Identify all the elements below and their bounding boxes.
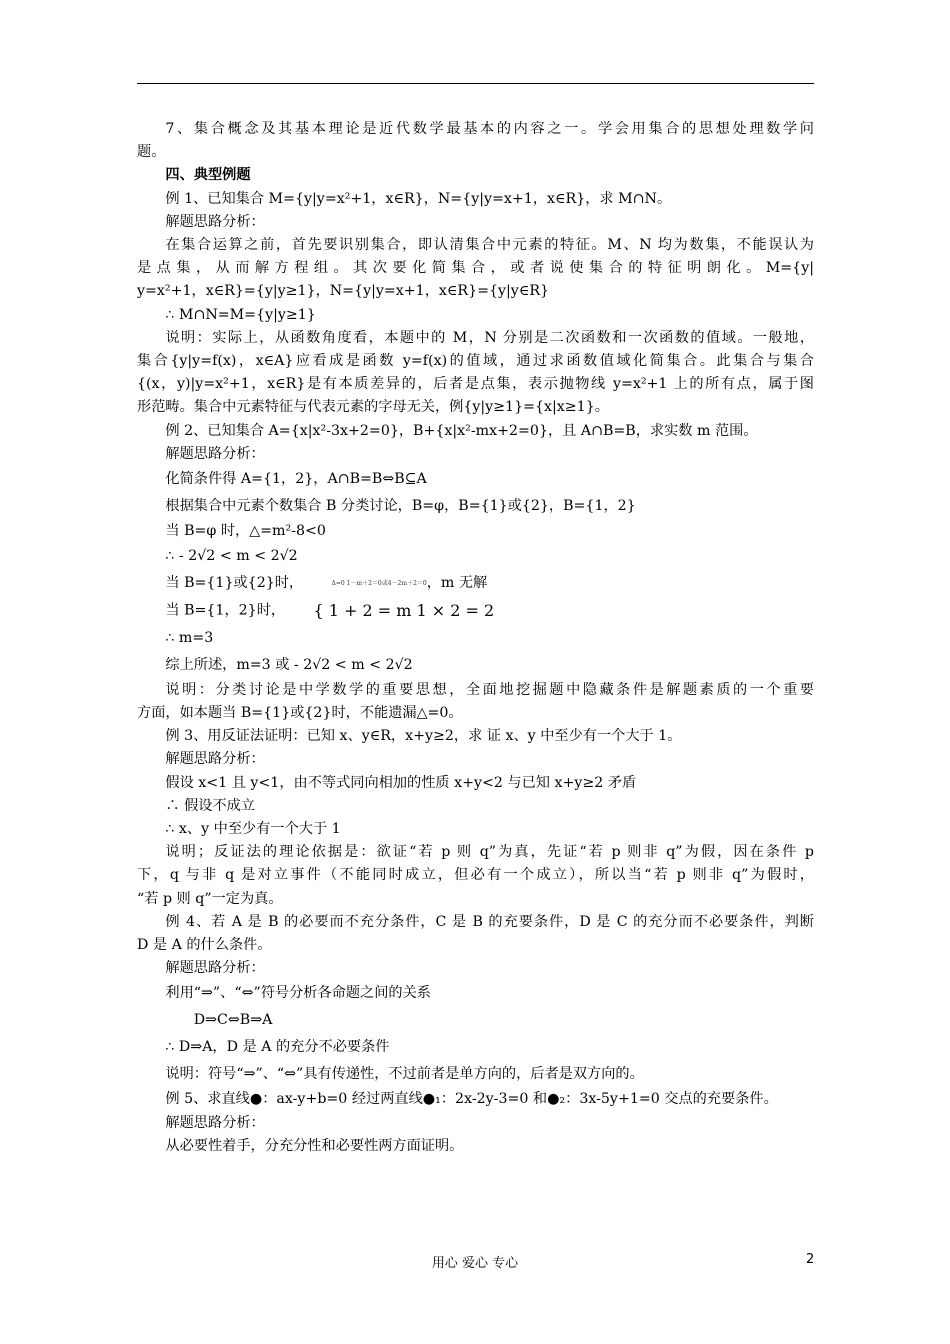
text-line-content: 从必要性着手，分充分性和必要性两方面证明。 — [165, 1137, 464, 1154]
text-line — [137, 570, 814, 597]
text-line — [137, 841, 814, 864]
text-line — [137, 493, 814, 520]
text-line-content: ∴ - 2√2 < m < 2√2 — [165, 548, 298, 565]
text-line — [137, 725, 814, 748]
text-line — [137, 420, 814, 443]
text-line-tail: ，m 无解 — [426, 575, 488, 592]
text-line-content: 综上所述，m=3 或 - 2√2 < m < 2√2 — [165, 656, 413, 673]
text-line-content: 集合{y|y=f(x)，x∈A}应看成是函数 y=f(x)的值域，通过求函数值域化简集合。此集合与集合 — [137, 353, 814, 370]
text-line — [137, 520, 814, 543]
inline-equation-small: Δ=0 1－m＋2＝0或4－2m＋2＝0 — [331, 579, 427, 587]
text-line-content: ∴ m=3 — [165, 629, 214, 646]
text-line-content: 形范畴。集合中元素特征与代表元素的字母无关，例{y|y≥1}={x|x≥1}。 — [137, 399, 609, 416]
text-line — [137, 1034, 814, 1061]
text-line-content: 假设 x<1 且 y<1，由不等式同向相加的性质 x+y<2 与已知 x+y≥2 矛盾 — [165, 774, 637, 791]
text-line — [137, 304, 814, 327]
text-line-content: 是点集，从而解方程组。其次要化简集合，或者说使集合的特征明朗化。M={y| — [137, 260, 814, 277]
text-line-content: 四、典型例题 — [165, 167, 251, 184]
text-line-content: 例 1、已知集合 M={y|y=x²+1，x∈R}，N={y|y=x+1，x∈R}，求 M∩N。 — [165, 190, 672, 207]
text-line — [137, 1061, 814, 1088]
text-line — [137, 1007, 814, 1034]
text-line-content: ∴ 假设不成立 — [165, 797, 256, 814]
text-line-content: 例 2、已知集合 A={x|x²-3x+2=0}，B+{x|x²-mx+2=0}，且 A∩B=B，求实数 m 范围。 — [165, 422, 758, 439]
text-line — [137, 702, 814, 725]
text-line — [137, 443, 814, 466]
text-line — [137, 818, 814, 841]
text-line — [137, 748, 814, 771]
text-line — [137, 373, 814, 396]
text-line — [137, 211, 814, 234]
text-line-content: ∴ M∩N=M={y|y≥1} — [165, 306, 316, 323]
text-line-content: 说明：实际上，从函数角度看，本题中的 M，N 分别是二次函数和一次函数的值域。一般地， — [165, 329, 814, 346]
text-line-content: 根据集合中元素个数集合 B 分类讨论，B=φ，B={1}或{2}，B={1，2} — [165, 498, 636, 515]
text-line-content: 题。 — [137, 144, 166, 161]
text-line — [137, 280, 814, 303]
text-line-content: 解题思路分析： — [165, 213, 265, 230]
text-line-content: 说明：符号“⇒”、“⇔”具有传递性，不过前者是单方向的，后者是双方向的。 — [165, 1066, 644, 1083]
text-line — [137, 466, 814, 493]
text-line-content: 7、集合概念及其基本理论是近代数学最基本的内容之一。学会用集合的思想处理数学问 — [165, 121, 814, 137]
text-line-content: 解题思路分析： — [165, 960, 265, 977]
text-line — [137, 652, 814, 679]
text-line — [137, 396, 814, 419]
text-line — [137, 164, 814, 187]
header-rule — [137, 83, 814, 84]
text-line-content: 方面，如本题当 B={1}或{2}时，不能遗漏△=0。 — [137, 704, 463, 721]
text-line — [137, 118, 814, 141]
text-line-content: “若 p 则 q”一定为真。 — [137, 890, 283, 907]
text-line-content: 解题思路分析： — [165, 445, 265, 462]
text-line-content: 当 B={1，2}时， — [165, 602, 286, 619]
text-line — [137, 957, 814, 980]
text-line-content: ∴ D⇒A，D 是 A 的充分不必要条件 — [165, 1039, 390, 1056]
text-line-content: D 是 A 的什么条件。 — [137, 936, 272, 953]
text-line — [137, 1112, 814, 1135]
text-line — [137, 888, 814, 911]
text-line-content: 解题思路分析： — [165, 1114, 265, 1131]
text-line — [137, 625, 814, 652]
text-line-content: 例 3、用反证法证明：已知 x、y∈R，x+y≥2，求 证 x、y 中至少有一个大于 1。 — [165, 728, 682, 745]
text-line — [137, 864, 814, 887]
text-line — [137, 141, 814, 164]
document-body — [137, 118, 814, 1158]
text-line — [137, 772, 814, 795]
text-line — [137, 257, 814, 280]
text-line — [137, 597, 814, 625]
equation-system: { 1 + 2 = m 1 × 2 = 2 — [313, 601, 495, 621]
text-line — [137, 911, 814, 934]
text-line — [137, 543, 814, 570]
text-line — [137, 234, 814, 257]
text-line-content: 说明；反证法的理论依据是：欲证“若 p 则 q”为真，先证“若 p 则非 q”为假，因在条件 p — [165, 844, 814, 861]
footer-slogan: 用心 爱心 专心 — [431, 1256, 519, 1271]
text-line-content: 例 4、若 A 是 B 的必要而不充分条件，C 是 B 的充要条件，D 是 C 的充分而不必要条件，判断 — [165, 913, 814, 930]
text-line-content: D⇒C⇔B⇒A — [193, 1012, 273, 1029]
text-line — [137, 188, 814, 211]
text-line-content: 下，q 与非 q 是对立事件（不能同时成立，但必有一个成立），所以当“若 p 则非 q”为假时， — [137, 867, 814, 884]
text-line-content: ∴ x、y 中至少有一个大于 1 — [165, 820, 341, 837]
text-line — [137, 1135, 814, 1158]
text-line — [137, 934, 814, 957]
text-line — [137, 1088, 814, 1111]
text-line-content: 在集合运算之前，首先要识别集合，即认清集合中元素的特征。M、N 均为数集，不能误认为 — [165, 237, 814, 254]
text-line-content: 解题思路分析： — [165, 751, 265, 768]
text-line-content: 例 5、求直线●：ax-y+b=0 经过两直线●₁：2x-2y-3=0 和●₂：3x-5y+1=0 交点的充要条件。 — [165, 1091, 778, 1108]
page-number: 2 — [806, 1252, 815, 1267]
text-line-content: y=x²+1，x∈R}={y|y≥1}，N={y|y=x+1，x∈R}={y|y∈R} — [137, 283, 550, 300]
text-line — [137, 980, 814, 1007]
text-line — [137, 679, 814, 702]
text-line — [137, 327, 814, 350]
text-line-content: 说明：分类讨论是中学数学的重要思想，全面地挖掘题中隐藏条件是解题素质的一个重要 — [165, 681, 814, 698]
text-line-content: {(x，y)|y=x²+1，x∈R}是有本质差异的，后者是点集，表示抛物线 y=x²+1 上的所有点，属于图 — [137, 376, 814, 393]
text-line-content: 当 B={1}或{2}时， — [165, 575, 304, 592]
text-line-content: 化简条件得 A={1，2}，A∩B=B⇔B⊆A — [165, 471, 427, 488]
text-line-content: 当 B=φ 时，△=m²-8<0 — [165, 523, 326, 540]
text-line — [137, 795, 814, 818]
text-line-content: 利用“⇒”、“⇔”符号分析各命题之间的关系 — [165, 985, 431, 1002]
text-line — [137, 350, 814, 373]
